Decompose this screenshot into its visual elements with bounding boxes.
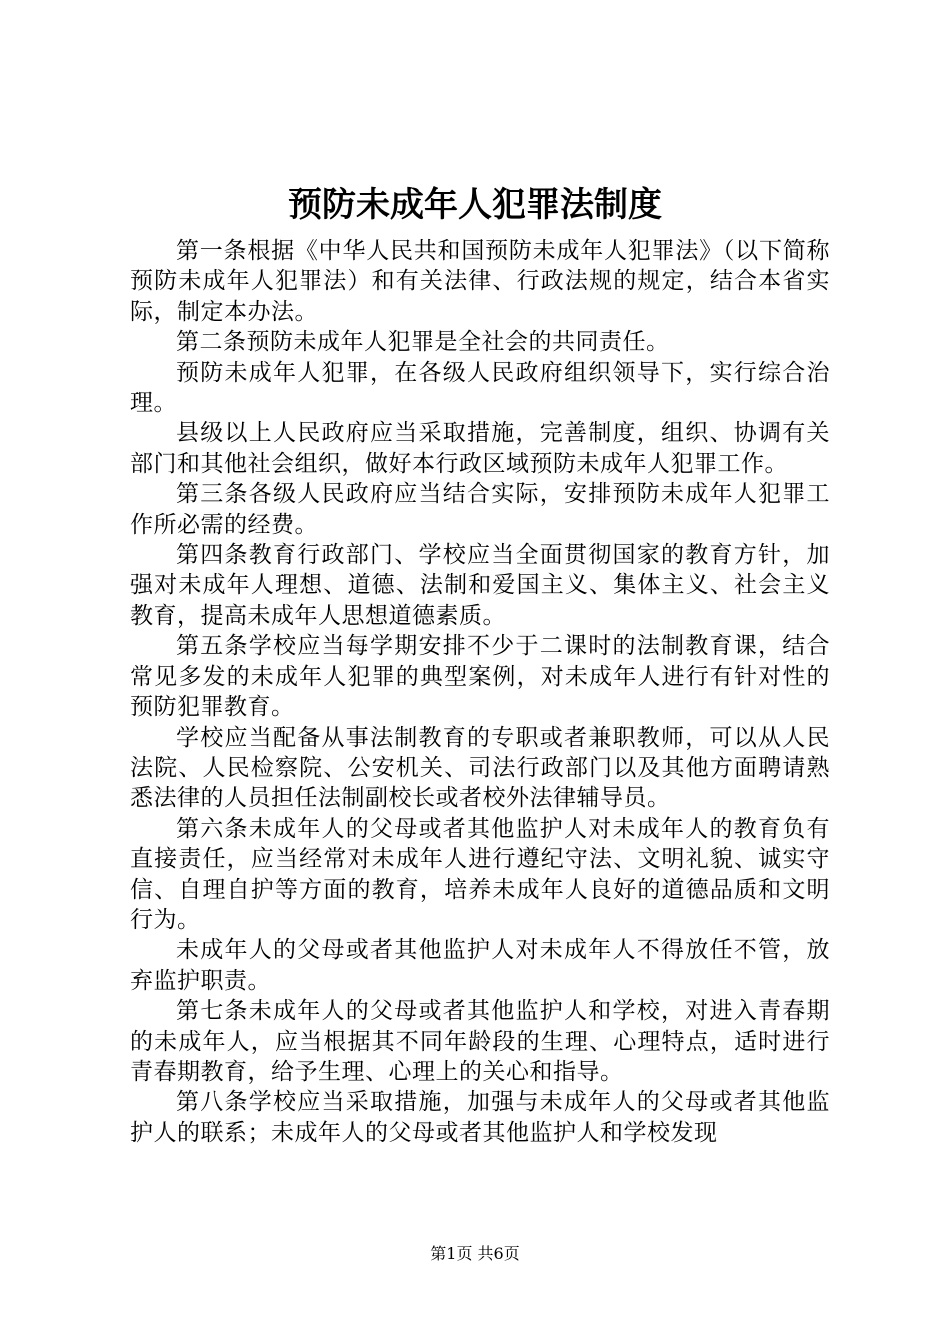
paragraph-8: 学校应当配备从事法制教育的专职或者兼职教师，可以从人民法院、人民检察院、公安机关、司法行政部门以及其他方面聘请熟悉法律的人员担任法制副校长或者校外法律辅导员。: [130, 724, 830, 812]
paragraph-9: 第六条未成年人的父母或者其他监护人对未成年人的教育负有直接责任，应当经常对未成年人进行遵纪守法、文明礼貌、诚实守信、自理自护等方面的教育，培养未成年人良好的道德品质和文明行为。: [130, 815, 830, 933]
paragraph-7: 第五条学校应当每学期安排不少于二课时的法制教育课，结合常见多发的未成年人犯罪的典型案例，对未成年人进行有针对性的预防犯罪教育。: [130, 633, 830, 721]
document-body: [130, 236, 830, 1148]
paragraph-2: 第二条预防未成年人犯罪是全社会的共同责任。: [176, 329, 670, 356]
paragraph-12: 第八条学校应当采取措施，加强与未成年人的父母或者其他监护人的联系；未成年人的父母或者其他监护人和学校发现: [130, 1089, 830, 1146]
document-title: 预防未成年人犯罪法制度: [288, 185, 662, 225]
page-footer: 第1页 共6页: [430, 1244, 520, 1263]
paragraph-5: 第三条各级人民政府应当结合实际，安排预防未成年人犯罪工作所必需的经费。: [130, 481, 830, 538]
paragraph-1: 第一条根据《中华人民共和国预防未成年人犯罪法》（以下简称预防未成年人犯罪法）和有关法律、行政法规的规定，结合本省实际，制定本办法。: [130, 238, 830, 325]
paragraph-10: 未成年人的父母或者其他监护人对未成年人不得放任不管，放弃监护职责。: [130, 937, 830, 994]
paragraph-3: 预防未成年人犯罪，在各级人民政府组织领导下，实行综合治理。: [130, 359, 830, 417]
paragraph-4: 县级以上人民政府应当采取措施，完善制度，组织、协调有关部门和其他社会组织，做好本行政区域预防未成年人犯罪工作。: [130, 420, 830, 477]
paragraph-6: 第四条教育行政部门、学校应当全面贯彻国家的教育方针，加强对未成年人理想、道德、法制和爱国主义、集体主义、社会主义教育，提高未成年人思想道德素质。: [130, 542, 830, 629]
paragraph-11: 第七条未成年人的父母或者其他监护人和学校，对进入青春期的未成年人，应当根据其不同年龄段的生理、心理特点，适时进行青春期教育，给予生理、心理上的关心和指导。: [130, 998, 830, 1085]
